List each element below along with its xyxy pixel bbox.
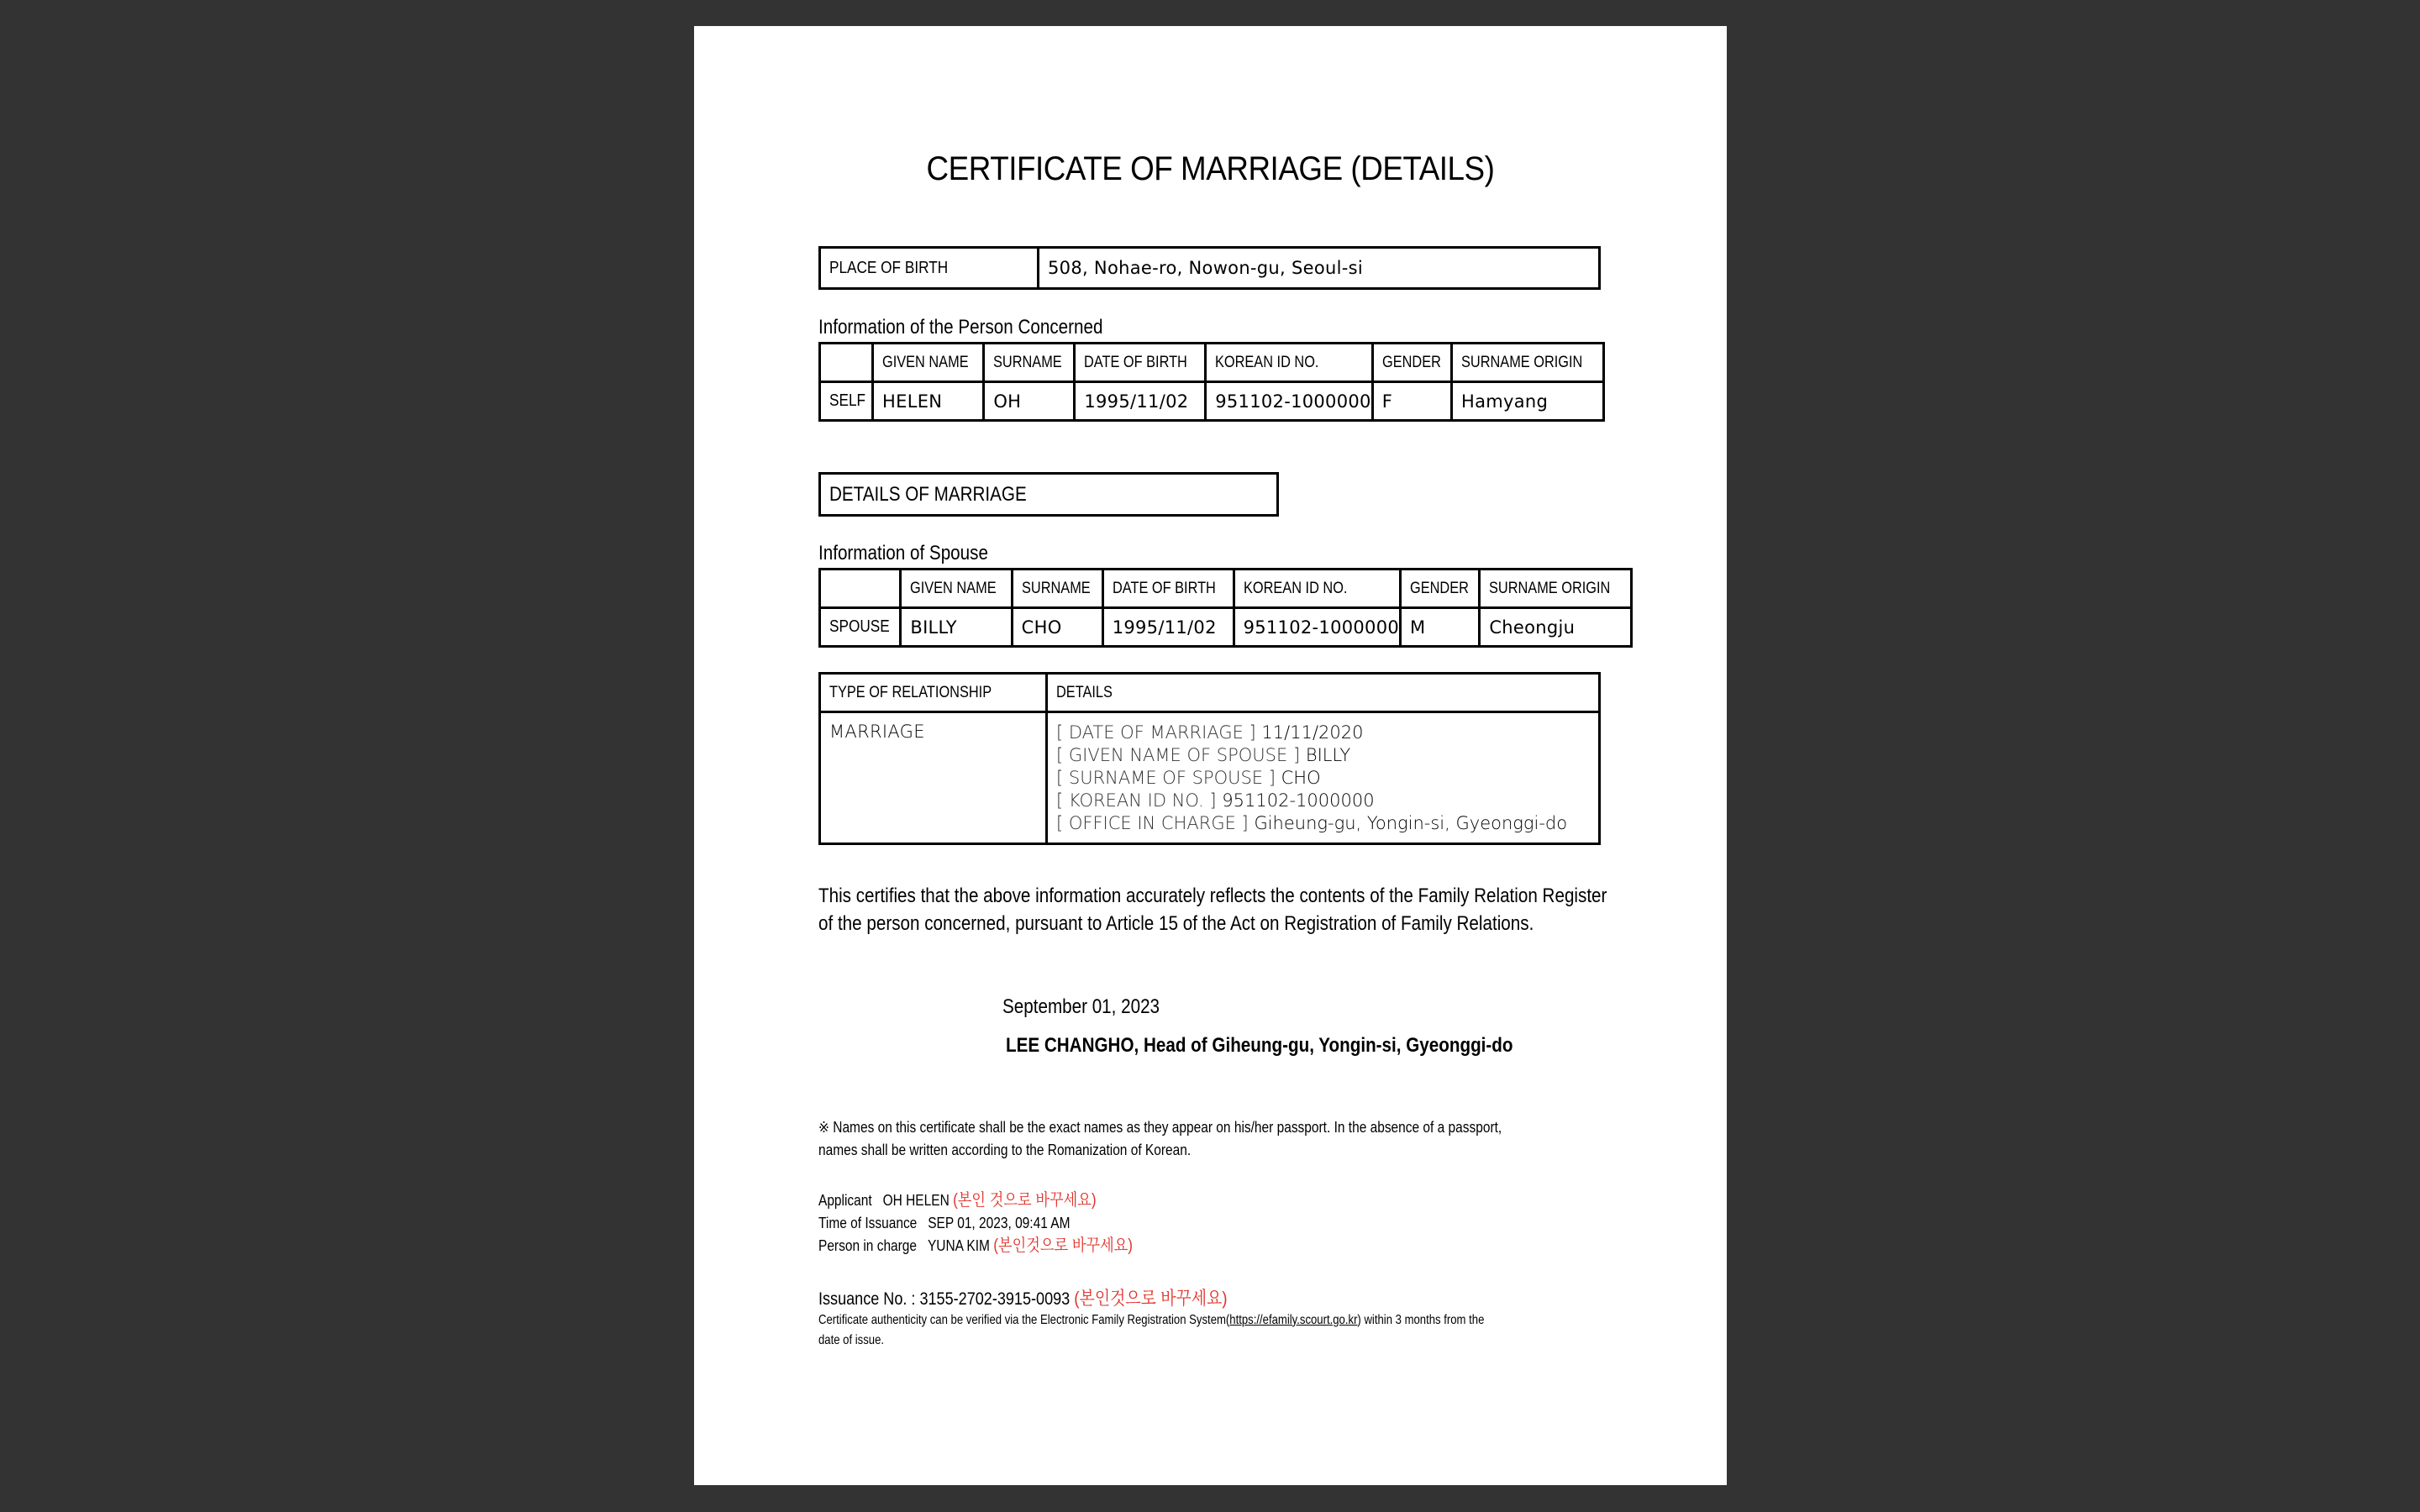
column-header: [820, 344, 873, 382]
column-header: GENDER: [1372, 344, 1451, 382]
column-header: KOREAN ID NO.: [1234, 570, 1400, 608]
surname-cell: CHO: [1012, 608, 1102, 647]
spouse-table: [818, 568, 1633, 648]
detail-line: [ SURNAME OF SPOUSE ] CHO: [1056, 768, 1321, 788]
korean-id-cell: 951102-1000000: [1234, 608, 1400, 647]
date-of-birth-cell: 1995/11/02: [1075, 382, 1206, 421]
column-header: SURNAME: [1012, 570, 1102, 608]
surname-origin-cell: Hamyang: [1452, 382, 1604, 421]
person-in-charge-line: Person in charge YUNA KIM (본인것으로 바꾸세요): [818, 1236, 1134, 1255]
place-of-birth-value: 508, Nohae-ro, Nowon-gu, Seoul-si: [1039, 248, 1600, 289]
surname-origin-cell: Cheongju: [1480, 608, 1632, 647]
table-row: [820, 712, 1600, 844]
row-label: SELF: [820, 382, 873, 421]
table-header-row: [820, 570, 1632, 608]
issuance-number-line: Issuance No. : 3155-2702-3915-0093 (본인것으로 바꾸세요): [818, 1288, 1228, 1309]
verification-note: Certificate authenticity can be verified via the Electronic Family Registration System(https://efamily.scourt.go.kr) within 3 months from the date of issue.: [818, 1313, 1485, 1347]
column-header: SURNAME: [984, 344, 1075, 382]
relationship-type: MARRIAGE: [820, 712, 1047, 844]
certification-statement: This certifies that the above information accurately reflects the contents of the Family Relation Register of the person concerned, pursuant to Article 15 of the Act on Registration of Family Relations.: [818, 885, 1607, 935]
column-header: DETAILS: [1047, 674, 1600, 712]
column-header: DATE OF BIRTH: [1102, 570, 1234, 608]
relationship-table: [818, 672, 1601, 845]
person-concerned-heading: Information of the Person Concerned: [818, 316, 1103, 339]
column-header: TYPE OF RELATIONSHIP: [820, 674, 1047, 712]
date-of-birth-cell: 1995/11/02: [1102, 608, 1234, 647]
detail-line: [ DATE OF MARRIAGE ] 11/11/2020: [1056, 722, 1364, 743]
surname-cell: OH: [984, 382, 1075, 421]
signatory: LEE CHANGHO, Head of Giheung-gu, Yongin-si, Gyeonggi-do: [1006, 1034, 1513, 1057]
issuance-info: [818, 1189, 1184, 1257]
document-page: [694, 26, 1727, 1485]
place-of-birth-label: PLACE OF BIRTH: [820, 248, 1039, 289]
person-note: (본인것으로 바꾸세요): [993, 1236, 1134, 1255]
time-of-issuance-line: Time of Issuance SEP 01, 2023, 09:41 AM: [818, 1215, 1071, 1231]
row-label: SPOUSE: [820, 608, 901, 647]
relationship-details: [1047, 712, 1600, 844]
person-concerned-table: [818, 342, 1605, 422]
table-header-row: [820, 674, 1600, 712]
column-header: DATE OF BIRTH: [1075, 344, 1206, 382]
details-of-marriage-box: [818, 472, 1279, 517]
column-header: KOREAN ID NO.: [1206, 344, 1372, 382]
page-title: CERTIFICATE OF MARRIAGE (DETAILS): [926, 150, 1495, 187]
table-row: [820, 382, 1604, 421]
detail-line: [ OFFICE IN CHARGE ] Giheung-gu, Yongin-si, Gyeonggi-do: [1056, 813, 1568, 833]
gender-cell: M: [1401, 608, 1480, 647]
korean-id-cell: 951102-1000000: [1206, 382, 1372, 421]
gender-cell: F: [1372, 382, 1451, 421]
given-name-cell: BILLY: [901, 608, 1012, 647]
column-header: SURNAME ORIGIN: [1452, 344, 1604, 382]
applicant-line: Applicant OH HELEN (본인 것으로 바꾸세요): [818, 1191, 1097, 1210]
passport-name-note: ※ Names on this certificate shall be the exact names as they appear on his/her passport. In the absence of a passport, names shall be written according to the Romanization of Korean.: [818, 1119, 1502, 1158]
efamily-link[interactable]: https://efamily.scourt.go.kr: [1229, 1313, 1358, 1327]
issuance-number-note: (본인것으로 바꾸세요): [1074, 1288, 1228, 1309]
column-header: [820, 570, 901, 608]
column-header: GENDER: [1401, 570, 1480, 608]
detail-line: [ GIVEN NAME OF SPOUSE ] BILLY: [1056, 745, 1351, 765]
spouse-heading: Information of Spouse: [818, 542, 988, 564]
column-header: GIVEN NAME: [873, 344, 984, 382]
applicant-note: (본인 것으로 바꾸세요): [953, 1191, 1097, 1210]
table-row: [820, 608, 1632, 647]
column-header: SURNAME ORIGIN: [1480, 570, 1632, 608]
column-header: GIVEN NAME: [901, 570, 1012, 608]
detail-line: [ KOREAN ID NO. ] 951102-1000000: [1056, 790, 1375, 811]
issue-date: September 01, 2023: [1002, 995, 1160, 1018]
given-name-cell: HELEN: [873, 382, 984, 421]
place-of-birth-table: [818, 246, 1601, 290]
details-of-marriage-label: DETAILS OF MARRIAGE: [820, 474, 1278, 516]
table-header-row: [820, 344, 1604, 382]
